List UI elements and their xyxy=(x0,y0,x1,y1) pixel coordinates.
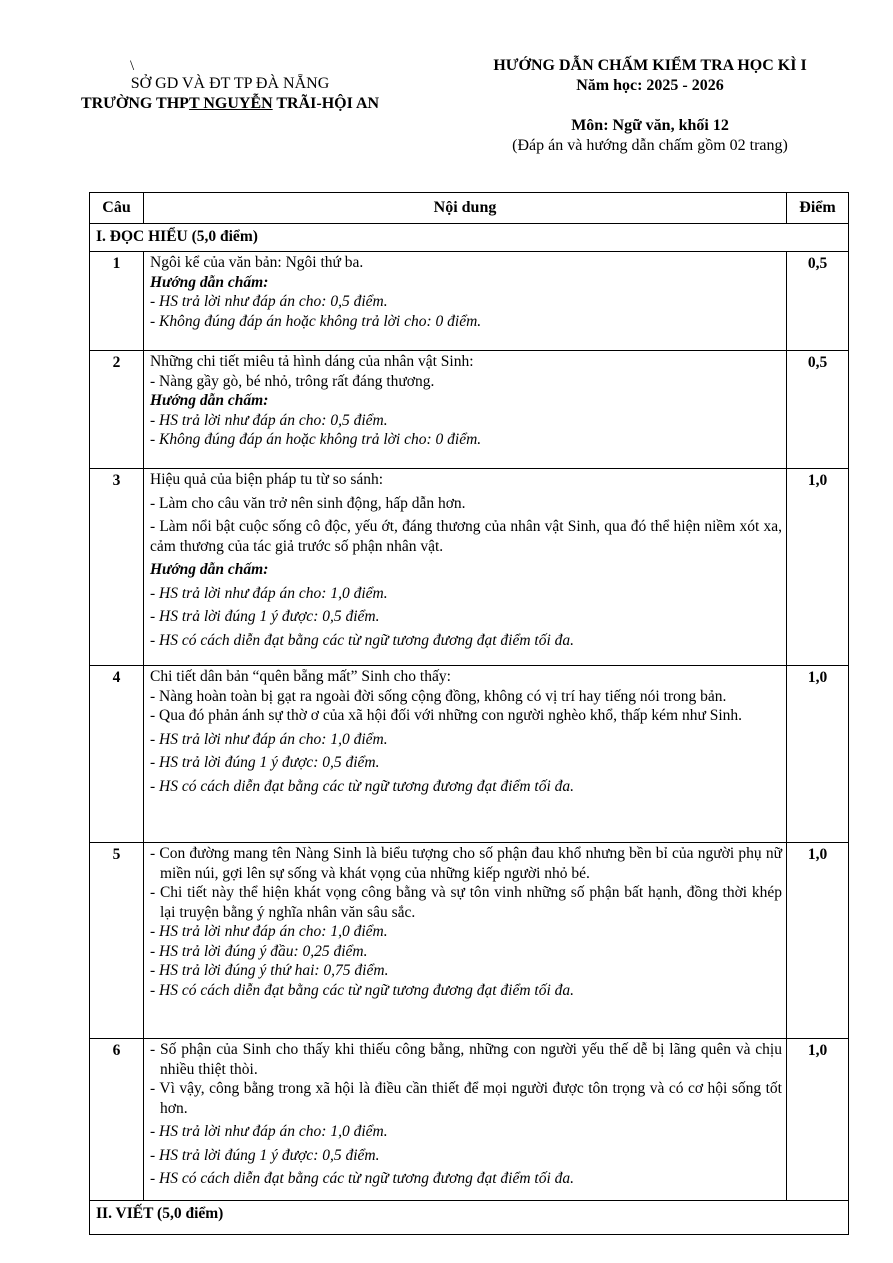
answer-line: - Chi tiết này thể hiện khát vọng công bằng và sự tôn vinh những số phận bất hạnh, đồng thời khép lại truyện bằng ý nghĩa nhân văn sâu sắc. xyxy=(150,884,782,921)
question-number: 6 xyxy=(90,1039,144,1201)
col-header-points: Điểm xyxy=(787,193,849,224)
header-slash: \ xyxy=(130,58,135,74)
grading-table xyxy=(89,192,849,1235)
guide-line: - Không đúng đáp án hoặc không trả lời cho: 0 điểm. xyxy=(150,431,482,448)
school-year: Năm học: 2025 - 2026 xyxy=(576,77,724,94)
table-row xyxy=(90,843,849,1039)
answer-line: - Số phận của Sinh cho thấy khi thiếu công bằng, những con người yếu thế dễ bị lãng quên và chịu nhiều thiệt thòi. xyxy=(150,1041,782,1078)
answer-content xyxy=(144,351,787,469)
answer-line: - Nàng hoàn toàn bị gạt ra ngoài đời sống cộng đồng, không có vị trí hay tiếng nói trong bản. xyxy=(150,687,727,705)
answer-line: - Vì vậy, công bằng trong xã hội là điều cần thiết để mọi người được tôn trọng và có cơ hội sống tốt hơn. xyxy=(150,1080,782,1117)
table-row xyxy=(90,1039,849,1201)
guide-line: - HS có cách diễn đạt bằng các từ ngữ tương đương đạt điểm tối đa. xyxy=(150,981,575,999)
guide-line: - HS trả lời đúng 1 ý được: 0,5 điểm. xyxy=(150,1146,380,1164)
document-title: HƯỚNG DẪN CHẤM KIỂM TRA HỌC KÌ I xyxy=(493,57,807,74)
answer-line: - Con đường mang tên Nàng Sinh là biểu tượng cho số phận đau khổ nhưng bền bỉ của người phụ nữ miền núi, gợi lên sự sống và khát vọng của những kiếp người nhỏ bé. xyxy=(150,845,782,882)
answer-line: - Qua đó phản ánh sự thờ ơ của xã hội đối với những con người nghèo khổ, thấp kém như Sinh. xyxy=(150,707,743,724)
guide-line: - HS trả lời đúng 1 ý được: 0,5 điểm. xyxy=(150,608,380,625)
guide-line: - Không đúng đáp án hoặc không trả lời cho: 0 điểm. xyxy=(150,312,482,330)
guide-line: - HS trả lời đúng 1 ý được: 0,5 điểm. xyxy=(150,754,380,771)
section-title-writing: II. VIẾT (5,0 điểm) xyxy=(90,1201,849,1235)
answer-line: Hiệu quả của biện pháp tu từ so sánh: xyxy=(150,471,384,488)
guide-label: Hướng dẫn chấm: xyxy=(150,392,269,409)
guide-line: - HS trả lời như đáp án cho: 1,0 điểm. xyxy=(150,1123,388,1140)
answer-content xyxy=(144,666,787,843)
subject-line: Môn: Ngữ văn, khối 12 xyxy=(571,117,729,134)
guide-line: - HS có cách diễn đạt bằng các từ ngữ tương đương đạt điểm tối đa. xyxy=(150,777,575,795)
question-number: 4 xyxy=(90,666,144,843)
section-title-reading: I. ĐỌC HIỂU (5,0 điểm) xyxy=(90,224,849,252)
question-number: 3 xyxy=(90,469,144,666)
answer-line: Chi tiết dân bản “quên bẵng mất” Sinh cho thấy: xyxy=(150,668,451,685)
points-value: 1,0 xyxy=(787,469,849,666)
header-right xyxy=(440,56,860,156)
points-value: 1,0 xyxy=(787,666,849,843)
answer-line: Ngôi kể của văn bản: Ngôi thứ ba. xyxy=(150,254,364,271)
guide-line: - HS trả lời như đáp án cho: 0,5 điểm. xyxy=(150,411,388,429)
answer-content xyxy=(144,469,787,666)
points-value: 0,5 xyxy=(787,252,849,351)
section-row-writing xyxy=(90,1201,849,1235)
answer-line: Những chi tiết miêu tả hình dáng của nhân vật Sinh: xyxy=(150,353,474,370)
col-header-content: Nội dung xyxy=(144,193,787,224)
table-row xyxy=(90,252,849,351)
page-count-note: (Đáp án và hướng dẫn chấm gồm 02 trang) xyxy=(512,137,788,154)
points-value: 1,0 xyxy=(787,1039,849,1201)
question-number: 1 xyxy=(90,252,144,351)
guide-line: - HS trả lời như đáp án cho: 1,0 điểm. xyxy=(150,923,388,940)
answer-line: - Nàng gầy gò, bé nhỏ, trông rất đáng thương. xyxy=(150,372,435,390)
guide-line: - HS có cách diễn đạt bằng các từ ngữ tương đương đạt điểm tối đa. xyxy=(150,1170,575,1187)
header-left xyxy=(60,58,400,114)
department-name: SỞ GD VÀ ĐT TP ĐÀ NẴNG xyxy=(130,75,330,92)
guide-line: - HS trả lời đúng ý đầu: 0,25 điểm. xyxy=(150,942,368,960)
guide-label: Hướng dẫn chấm: xyxy=(150,561,269,578)
table-row xyxy=(90,351,849,469)
question-number: 5 xyxy=(90,843,144,1039)
guide-line: - HS trả lời như đáp án cho: 1,0 điểm. xyxy=(150,730,388,748)
guide-label: Hướng dẫn chấm: xyxy=(150,273,269,291)
col-header-question: Câu xyxy=(90,193,144,224)
school-name: TRƯỜNG THPT NGUYỄN TRÃI-HỘI AN xyxy=(80,95,380,112)
answer-line: - Làm cho câu văn trở nên sinh động, hấp dẫn hơn. xyxy=(150,494,466,512)
points-value: 0,5 xyxy=(787,351,849,469)
guide-line: - HS trả lời như đáp án cho: 0,5 điểm. xyxy=(150,293,388,310)
points-value: 1,0 xyxy=(787,843,849,1039)
guide-line: - HS có cách diễn đạt bằng các từ ngữ tương đương đạt điểm tối đa. xyxy=(150,631,575,649)
question-number: 2 xyxy=(90,351,144,469)
answer-content xyxy=(144,252,787,351)
guide-line: - HS trả lời đúng ý thứ hai: 0,75 điểm. xyxy=(150,962,389,979)
answer-content xyxy=(144,843,787,1039)
table-header-row xyxy=(90,193,849,224)
answer-content xyxy=(144,1039,787,1201)
table-row xyxy=(90,469,849,666)
guide-line: - HS trả lời như đáp án cho: 1,0 điểm. xyxy=(150,584,388,602)
answer-line: - Làm nổi bật cuộc sống cô độc, yếu ớt, đáng thương của nhân vật Sinh, qua đó thể hiện niềm xót xa, cảm thương của tác giả trước số phận nhân vật. xyxy=(150,518,782,555)
section-row-reading xyxy=(90,224,849,252)
table-row xyxy=(90,666,849,843)
